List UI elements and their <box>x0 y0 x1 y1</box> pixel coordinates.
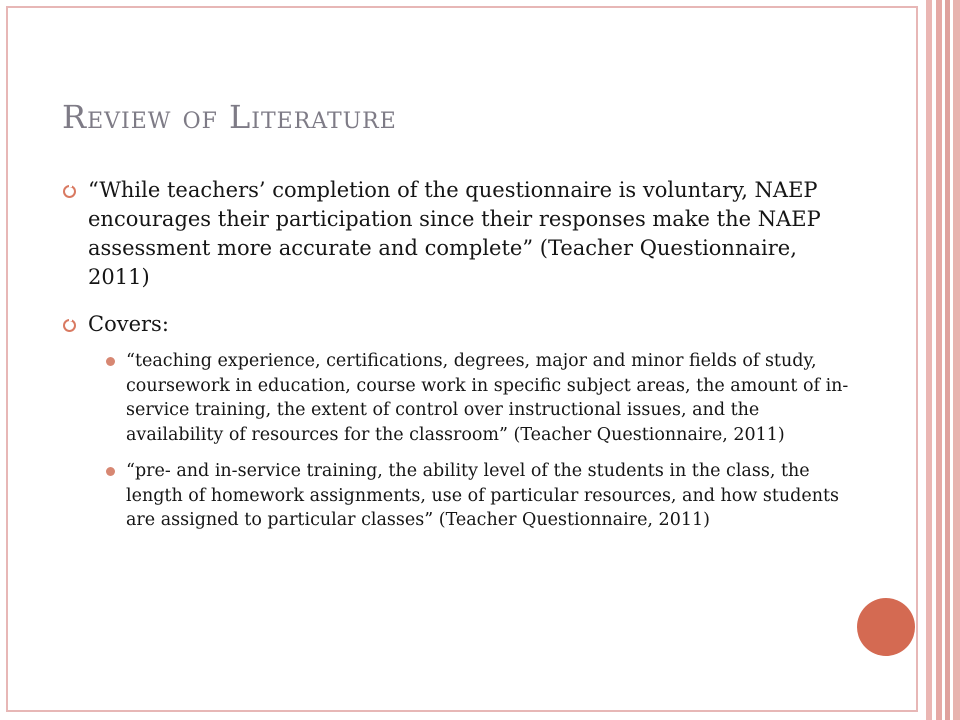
ring-bullet-icon <box>63 319 76 332</box>
stripe <box>953 0 960 720</box>
sub-bullet-text: “teaching experience, certifications, degrees, major and minor fields of study, coursework in education, course work in specific subject areas, the amount of in-service training, the extent of control over instructional issues, and the availability of resources for the classroom” (Teacher Questionnaire, 2011) <box>126 351 849 445</box>
slide-content <box>62 176 862 545</box>
decorative-stripes <box>926 0 960 720</box>
bullet-text: Covers: <box>88 312 169 336</box>
sub-bullet-text: “pre- and in-service training, the ability level of the students in the class, the length of homework assignments, use of particular resources, and how students are assigned to particular classes” (Teacher Questionnaire, 2011) <box>126 461 839 530</box>
sub-bullet-item <box>62 349 862 447</box>
ring-bullet-icon <box>63 185 76 198</box>
dot-bullet-icon <box>106 467 115 476</box>
bullet-item <box>62 176 862 292</box>
slide-title: Review of Literature <box>62 98 397 136</box>
dot-bullet-icon <box>106 357 115 366</box>
bullet-text: “While teachers’ completion of the questionnaire is voluntary, NAEP encourages their participation since their responses make the NAEP assessment more accurate and complete” (Teacher Questionnaire, 2011) <box>88 178 821 289</box>
bullet-item <box>62 310 862 339</box>
decorative-circle <box>857 598 915 656</box>
sub-bullet-item <box>62 459 862 533</box>
